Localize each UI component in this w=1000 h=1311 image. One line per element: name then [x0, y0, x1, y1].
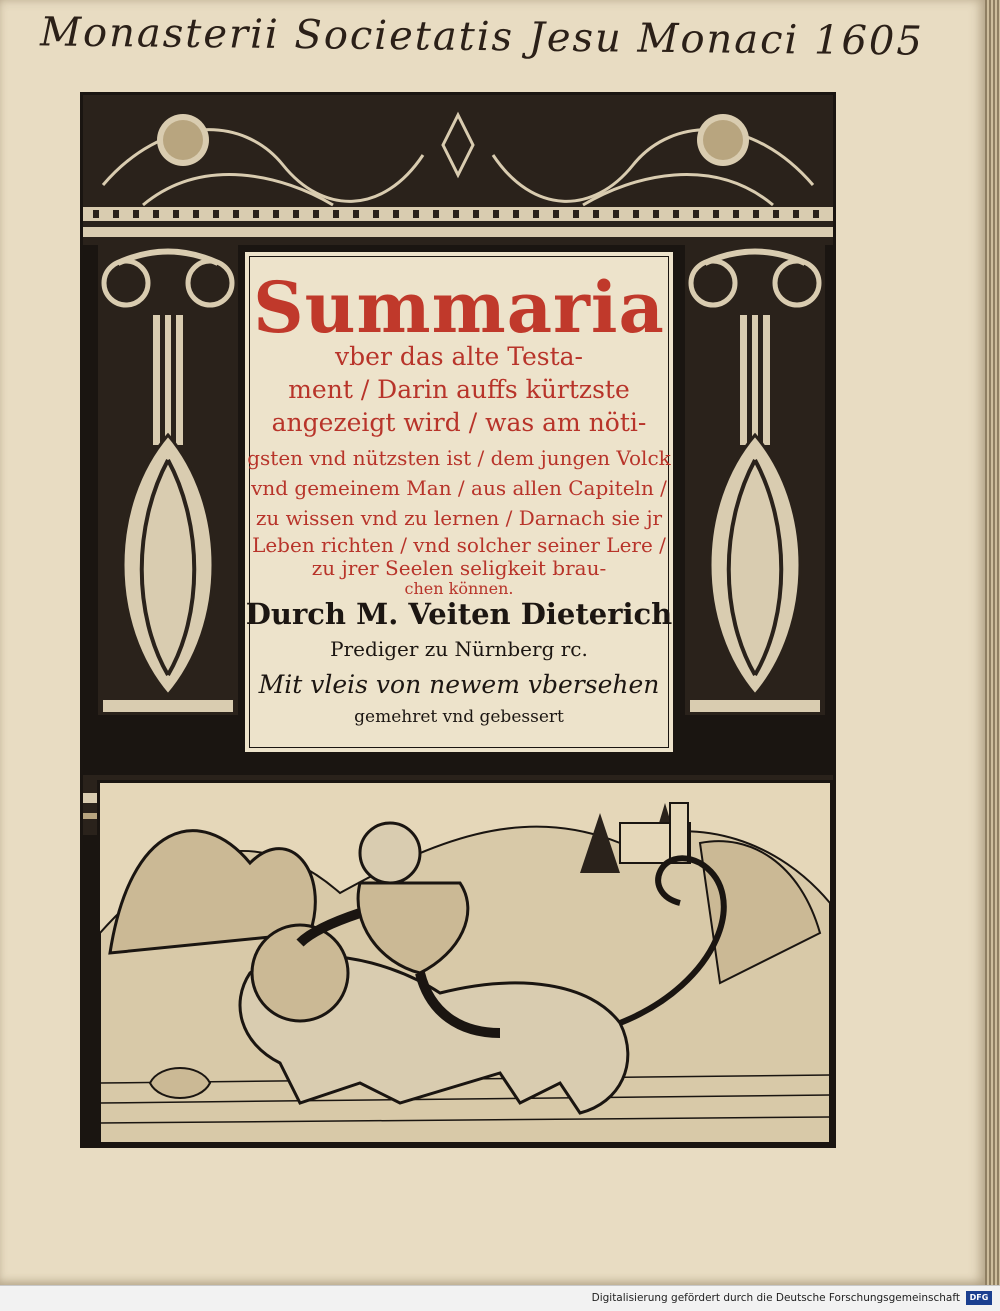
- description-line: angezeigt wird / was am nöti-: [271, 408, 647, 437]
- description-line: Leben richten / vnd solcher seiner Lere /: [252, 533, 666, 557]
- description-line: zu wissen vnd zu lernen / Darnach sie jr: [255, 506, 663, 530]
- right-column-ornament: [685, 245, 825, 715]
- handwritten-provenance-note: Monasterii Societatis Jesu Monaci 1605: [39, 9, 925, 65]
- author-line: Durch M. Veiten Dieterich: [245, 597, 673, 631]
- book-title: Summaria: [253, 266, 665, 349]
- description-line: gsten vnd nützsten ist / dem jungen Volck: [247, 446, 671, 470]
- samson-lion-woodcut-illustration: [97, 780, 833, 1146]
- author-role: Prediger zu Nürnberg rc.: [330, 637, 588, 661]
- description-line: ment / Darin auffs kürtzste: [288, 375, 630, 404]
- left-column-ornament: [98, 245, 238, 715]
- page-edges: [985, 0, 1000, 1285]
- description-line: vnd gemeinem Man / aus allen Capiteln /: [251, 476, 667, 500]
- dfg-logo: DFG: [966, 1291, 992, 1305]
- description-line: zu jrer Seelen seligkeit brau-: [311, 556, 607, 580]
- ornamental-top-band: [83, 95, 833, 245]
- funding-credit: Digitalisierung gefördert durch die Deutsche Forschungsgemeinschaft: [591, 1292, 960, 1304]
- title-text-panel: [243, 250, 675, 754]
- edition-note-continued: gemehret vnd gebessert: [354, 707, 564, 727]
- description-line: vber das alte Testa-: [335, 342, 583, 371]
- description-line: chen können.: [404, 579, 514, 598]
- edition-note: Mit vleis von newem vbersehen: [258, 670, 660, 699]
- footer-bar: [0, 1285, 1000, 1311]
